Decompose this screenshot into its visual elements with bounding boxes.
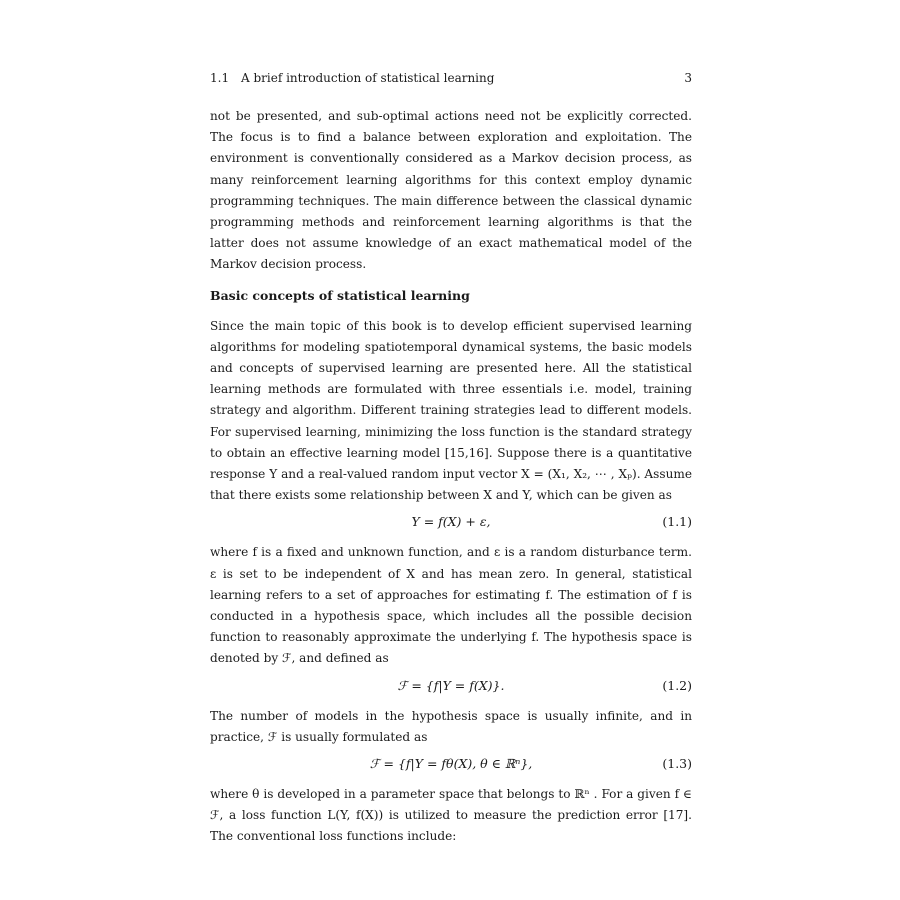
paragraph-rl-continuation: not be presented, and sub-optimal actions need not be explicitly corrected. The focus is to find a balance between exploration and exploitation. The environment is conventionally considered as a Markov decision process, as many reinforcement learning algorithms for this context employ dynamic programming techniques. The main difference between the classical dynamic programming methods and reinforcement learning algorithms is that the latter does not assume knowledge of an exact mathematical model of the Markov decision process. xyxy=(210,109,692,272)
equation-1-1-number: (1.1) xyxy=(662,514,692,530)
equation-1-2 xyxy=(210,670,692,706)
page-number: 3 xyxy=(684,71,692,85)
equation-1-3 xyxy=(210,748,692,784)
paragraph-models-number: The number of models in the hypothesis space is usually infinite, and in practice, ℱ is usually formulated as xyxy=(210,708,692,744)
equation-1-2-number: (1.2) xyxy=(662,677,692,693)
equation-1-3-expression: ℱ = {f|Y = fθ(X), θ ∈ ℝⁿ}, xyxy=(369,756,533,772)
body-text xyxy=(210,106,692,848)
paragraph-loss-function: where θ is developed in a parameter space that belongs to ℝⁿ . For a given f ∈ ℱ, a loss function L(Y, f(X)) is utilized to measure the prediction error [17]. The conventional loss functions include: xyxy=(210,787,692,844)
equation-1-1 xyxy=(210,506,692,542)
section-title: A brief introduction of statistical learning xyxy=(241,71,495,85)
paragraph-hypothesis-space: where f is a fixed and unknown function, and ε is a random disturbance term. ε is set to be independent of X and has mean zero. In general, statistical learning refers to a set of approaches for estimating f. The estimation of f is conducted in a hypothesis space, which includes all the possible decision function to reasonably approximate the underlying f. The hypothesis space is denoted by ℱ, and defined as xyxy=(210,545,692,666)
equation-1-3-number: (1.3) xyxy=(662,756,692,772)
running-header xyxy=(210,71,692,89)
paragraph-supervised-learning: Since the main topic of this book is to develop efficient supervised learning algorithms for modeling spatiotemporal dynamical systems, the basic models and concepts of supervised learning are presented here. All the statistical learning methods are formulated with three essentials i.e. model, training strategy and algorithm. Different training strategies lead to different models. For supervised learning, minimizing the loss function is the standard strategy to obtain an effective learning model [15,16]. Suppose there is a quantitative response Y and a real-valued random input vector X = (X₁, X₂, ⋯ , Xₚ). Assume that there exists some relationship between X and Y, which can be given as xyxy=(210,318,692,503)
equation-1-2-expression: ℱ = {f|Y = f(X)}. xyxy=(397,677,505,693)
section-number: 1.1 xyxy=(210,71,230,85)
subsection-heading: Basic concepts of statistical learning xyxy=(210,287,470,303)
equation-1-1-expression: Y = f(X) + ε, xyxy=(411,514,491,530)
